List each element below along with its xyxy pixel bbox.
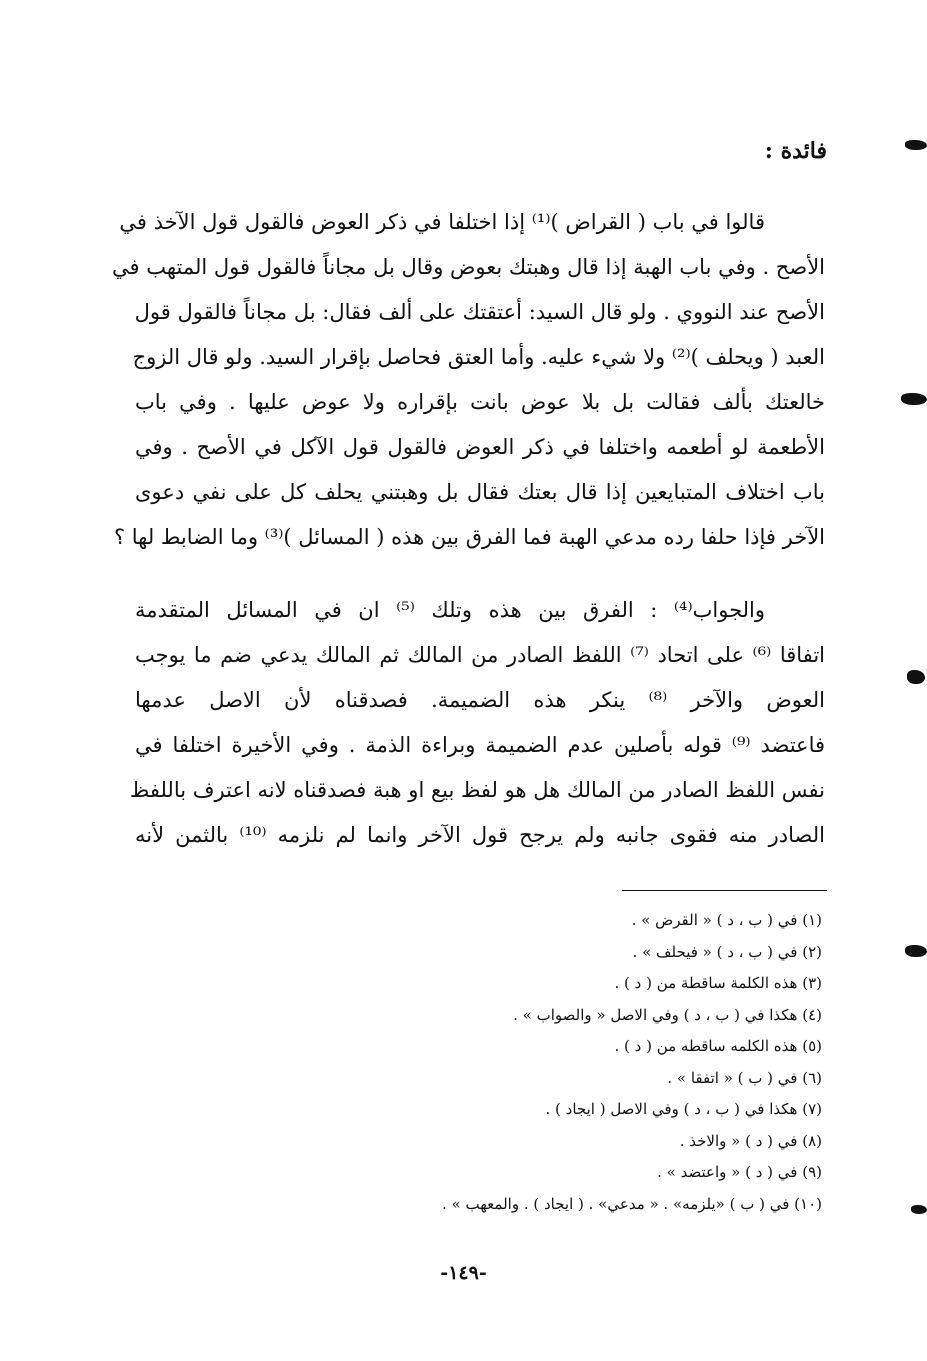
text-line: الآخر فإذا حلفا رده مدعي الهبة فما الفرق بين هذه ( المسائل )⁽³⁾ وما الضابط لها ؟ (113, 525, 825, 549)
text-line: العوض والآخر ⁽⁸⁾ ينكر هذه الضميمة. فصدقناه لأن الاصل عدمها (135, 688, 825, 712)
text-line: الأطعمة لو أطعمه واختلفا في ذكر العوض فالقول قول الآكل في الأصح . وفي (135, 435, 825, 459)
scan-mark (911, 1205, 927, 1214)
scan-mark (907, 670, 925, 684)
text-line: الصادر منه فقوى جانبه ولم يرجح قول الآخر وانما لم نلزمه ⁽¹⁰⁾ بالثمن لأنه (135, 823, 825, 847)
scan-mark (905, 945, 927, 957)
text-line: اتفاقا ⁽⁶⁾ على اتحاد ⁽⁷⁾ اللفظ الصادر من المالك ثم المالك يدعي ضم ما يوجب (135, 643, 825, 667)
footnote-item: (١) في ( ب ، د ) « القرض » . (631, 911, 822, 929)
scan-mark (905, 140, 927, 150)
text-line: فاعتضد ⁽⁹⁾ قوله بأصلين عدم الضميمة وبراءة الذمة . وفي الأخيرة اختلفا في (135, 733, 825, 757)
text-line: خالعتك بألف فقالت بل بلا عوض بانت بإقراره ولا عوض عليها . وفي باب (135, 390, 825, 414)
scan-mark (901, 393, 927, 405)
text-line: الأصح . وفي باب الهبة إذا قال وهبتك بعوض وقال بل مجاناً فالقول قول المتهب في (111, 255, 825, 279)
paragraph-answer (129, 588, 825, 858)
footnote-item: (٧) هكذا في ( ب ، د ) وفي الاصل ( ايجاد ) . (545, 1100, 822, 1118)
footnote-item: (٣) هذه الكلمة ساقطة من ( د ) . (614, 974, 822, 992)
text-line: الأصح عند النووي . ولو قال السيد: أعتقتك على ألف فقال: بل مجاناً فالقول قول (134, 300, 825, 324)
section-heading: فائدة : (764, 138, 827, 164)
footnote-divider (622, 890, 827, 891)
footnote-item: (٩) في ( د ) « واعتضد » . (657, 1163, 822, 1181)
text-line: نفس اللفظ الصادر من المالك هل هو لفظ بيع او هبة فصدقناه لانه اعترف باللفظ (129, 778, 825, 802)
footnote-item: (٢) في ( ب ، د ) « فيحلف » . (632, 942, 822, 961)
text-line: والجواب⁽⁴⁾ : الفرق بين هذه وتلك ⁽⁵⁾ ان في المسائل المتقدمة (135, 598, 765, 622)
text-line: باب اختلاف المتبايعين إذا قال بعتك فقال بل وهبتني يحلف كل على نفي دعوى (135, 480, 825, 504)
footnote-item: (٤) هكذا في ( ب ، د ) وفي الاصل « والصواب » . (513, 1005, 822, 1024)
page-number: -١٤٩- (440, 1262, 487, 1284)
text-line: العبد ( ويحلف )⁽²⁾ ولا شيء عليه. وأما العتق فحاصل بإقرار السيد. ولو قال الزوج (132, 345, 825, 369)
footnote-item: (٥) هذه الكلمه ساقطه من ( د ) . (614, 1037, 822, 1055)
paragraph-question (111, 200, 825, 560)
footnote-item: (٨) في ( د ) « والاخذ . (679, 1131, 822, 1150)
footnotes (262, 905, 822, 1220)
text-line: قالوا في باب ( القراض )⁽¹⁾ إذا اختلفا في ذكر العوض فالقول قول الآخذ في (119, 210, 765, 234)
footnote-item: (٦) في ( ب ) « اتفقا » . (667, 1068, 822, 1087)
footnote-item: (١٠) في ( ب ) «يلزمه» . « مدعي» . ( ايجاد ) . والمعهب » . (442, 1194, 822, 1213)
